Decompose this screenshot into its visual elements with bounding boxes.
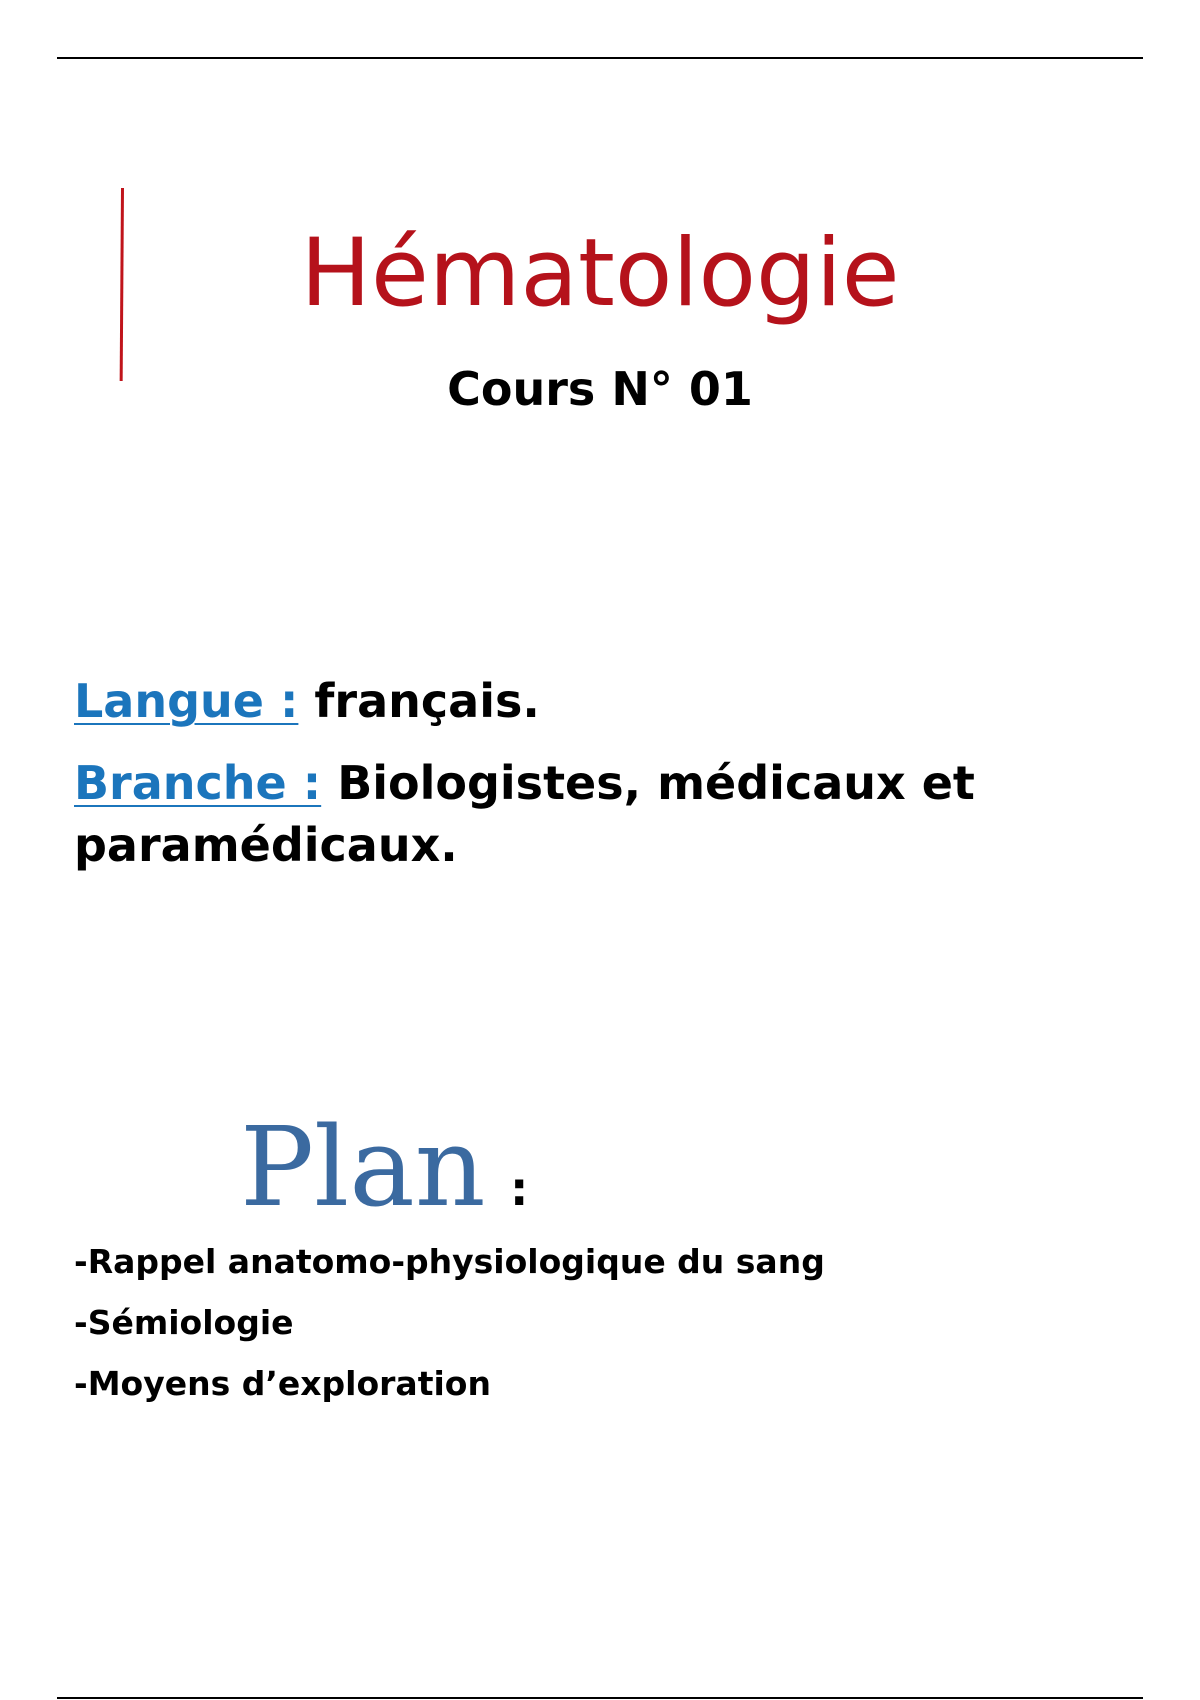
branch-label: Branche : bbox=[74, 756, 322, 810]
language-label: Langue : bbox=[74, 674, 299, 728]
plan-heading-colon: : bbox=[510, 1162, 529, 1216]
plan-item-semiologie: -Sémiologie bbox=[74, 1303, 294, 1342]
language-line bbox=[74, 670, 1134, 732]
branch-line bbox=[74, 752, 1134, 876]
plan-item-exploration: -Moyens d’exploration bbox=[74, 1364, 491, 1403]
bottom-rule bbox=[57, 1697, 1143, 1699]
language-value: français. bbox=[314, 674, 540, 728]
document-title bbox=[0, 219, 1200, 328]
top-rule bbox=[57, 57, 1143, 59]
plan-list bbox=[74, 1240, 825, 1423]
course-number: Cours N° 01 bbox=[447, 362, 753, 416]
plan-item-rappel: -Rappel anatomo-physiologique du sang bbox=[74, 1242, 825, 1281]
plan-heading: Plan bbox=[240, 1103, 486, 1231]
branch-value: Biologistes, médicaux et paramédicaux. bbox=[74, 756, 975, 872]
document-title-text: Hématologie bbox=[300, 219, 900, 328]
